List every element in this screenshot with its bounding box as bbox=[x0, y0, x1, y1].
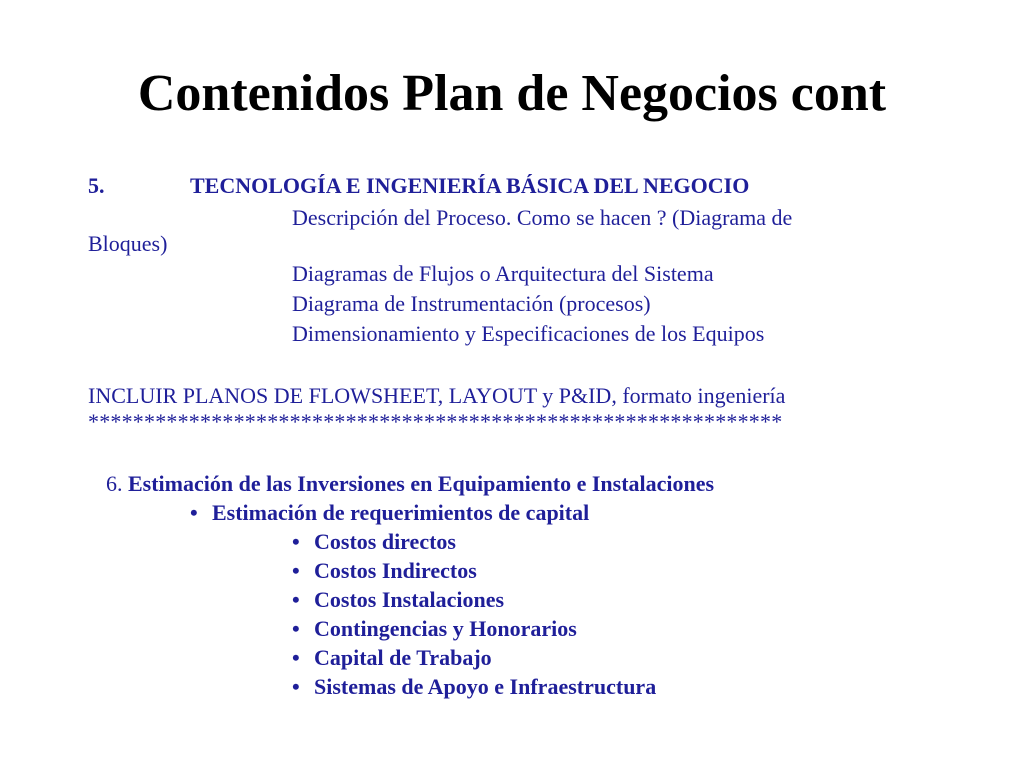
bullet-icon: • bbox=[292, 645, 300, 670]
section6-number: 6. bbox=[106, 471, 123, 496]
section5-line1-wrap: Bloques) bbox=[88, 231, 168, 256]
section6-heading: Estimación de las Inversiones en Equipamiento e Instalaciones bbox=[128, 471, 715, 496]
separator: ************************************************************** bbox=[88, 409, 783, 434]
section5-item: Diagramas de Flujos o Arquitectura del Sistema bbox=[292, 261, 714, 286]
section6-item: Sistemas de Apoyo e Infraestructura bbox=[314, 674, 657, 699]
bullet-icon: • bbox=[292, 529, 300, 554]
section5-number: 5. bbox=[88, 173, 105, 198]
section6-item: Costos Indirectos bbox=[314, 558, 477, 583]
slide-title: Contenidos Plan de Negocios cont bbox=[137, 65, 887, 122]
section6-item: Contingencias y Honorarios bbox=[314, 616, 577, 641]
bullet-icon: • bbox=[292, 558, 300, 583]
section5-item: Diagrama de Instrumentación (procesos) bbox=[292, 291, 651, 316]
bullet-icon: • bbox=[190, 500, 198, 525]
section6-item: Costos directos bbox=[314, 529, 456, 554]
section5-heading: TECNOLOGÍA E INGENIERÍA BÁSICA DEL NEGOCIO bbox=[190, 173, 750, 198]
section6-item: Costos Instalaciones bbox=[314, 587, 505, 612]
bullet-icon: • bbox=[292, 674, 300, 699]
section6-item: Capital de Trabajo bbox=[314, 645, 492, 670]
section5-line1: Descripción del Proceso. Como se hacen ? (Diagrama de bbox=[292, 205, 793, 230]
section5-note: INCLUIR PLANOS DE FLOWSHEET, LAYOUT y P&ID, formato ingeniería bbox=[88, 383, 786, 408]
section5-item: Dimensionamiento y Especificaciones de los Equipos bbox=[292, 321, 765, 346]
bullet-icon: • bbox=[292, 587, 300, 612]
section6-sub-heading: Estimación de requerimientos de capital bbox=[212, 500, 590, 525]
bullet-icon: • bbox=[292, 616, 300, 641]
